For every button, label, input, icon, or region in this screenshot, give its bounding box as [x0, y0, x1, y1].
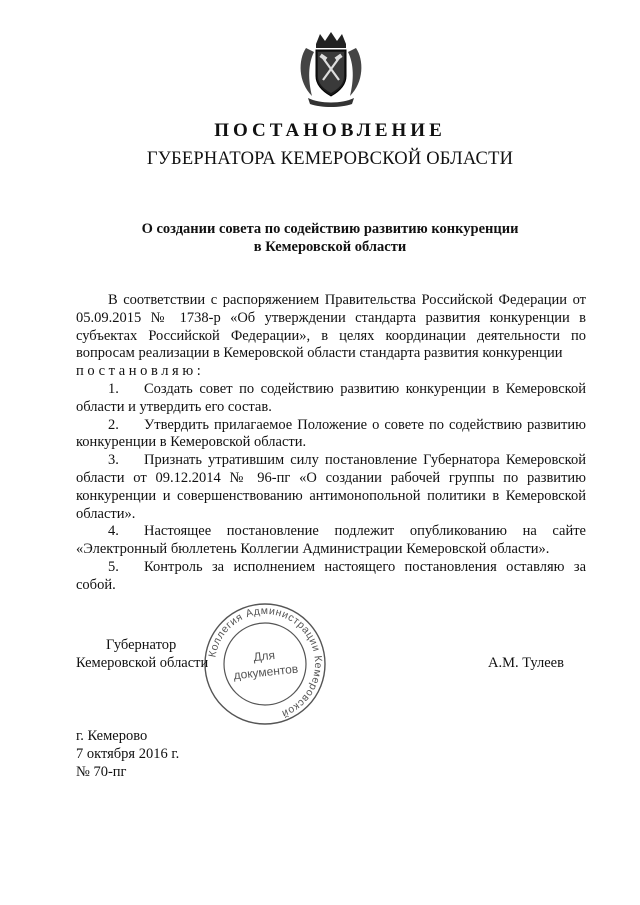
- stamp-center-line-2: документов: [232, 661, 299, 683]
- footer-date: 7 октября 2016 г.: [76, 745, 180, 762]
- clause-1: [76, 381, 586, 417]
- clause-text: Утвердить прилагаемое Положение о совете по содействию развитию конкуренции в Кемеровской области.: [76, 416, 586, 451]
- signatory-title: Губернатор: [106, 637, 177, 653]
- decree-word: постановляю:: [76, 363, 205, 380]
- signatory-name: А.М. Тулеев: [488, 655, 564, 671]
- stamp-ring-text: Коллегия Администрации Кемеровской: [206, 604, 325, 720]
- intro-paragraph: В соответствии с распоряжением Правительства Российской Федерации от 05.09.2015 № 1738-р «Об утверждении стандарта развития конкуренции в субъектах Российской Федерации», в целях координации деятельности по вопросам реализации в Кемеровской области стандарта развития конкуренции: [76, 292, 586, 362]
- clause-text: Контроль за исполнением настоящего постановления оставляю за собой.: [76, 558, 586, 593]
- coat-of-arms-emblem: [294, 30, 368, 108]
- stamp-center-line-1: Для: [252, 647, 276, 665]
- clause-5: [76, 559, 586, 595]
- official-stamp: [200, 600, 330, 728]
- clause-number: 1.: [108, 380, 119, 397]
- clause-3: [76, 452, 586, 523]
- clause-number: 2.: [108, 416, 119, 433]
- clause-text: Признать утратившим силу постановление Губернатора Кемеровской области от 09.12.2014 № 96-пг «О создании рабочей группы по развитию конкуренции и совершенствованию антимонопольной политики в Кемеровской области».: [76, 452, 586, 522]
- subject-line-2: в Кемеровской области: [253, 239, 407, 255]
- clause-number: 4.: [108, 523, 119, 540]
- clause-number: 3.: [108, 452, 119, 469]
- clause-text: Создать совет по содействию развитию конкуренции в Кемеровской области и утвердить его состав.: [76, 380, 586, 415]
- document-subject: [70, 220, 590, 256]
- clause-2: [76, 417, 586, 453]
- document-footer: [76, 728, 179, 781]
- clause-text: Настоящее постановление подлежит опубликованию на сайте «Электронный бюллетень Коллегии Администрации Кемеровской области».: [76, 523, 586, 558]
- signatory-region: Кемеровской области: [76, 655, 209, 671]
- footer-number: № 70-пг: [76, 763, 127, 780]
- clause-4: [76, 523, 586, 559]
- issuer-title: ГУБЕРНАТОРА КЕМЕРОВСКОЙ ОБЛАСТИ: [146, 149, 514, 169]
- clause-number: 5.: [108, 558, 119, 575]
- document-body: [76, 292, 586, 595]
- document-type-title: ПОСТАНОВЛЕНИЕ: [214, 120, 446, 141]
- footer-city: г. Кемерово: [76, 728, 148, 744]
- subject-line-1: О создании совета по содействию развитию конкуренции: [141, 221, 519, 237]
